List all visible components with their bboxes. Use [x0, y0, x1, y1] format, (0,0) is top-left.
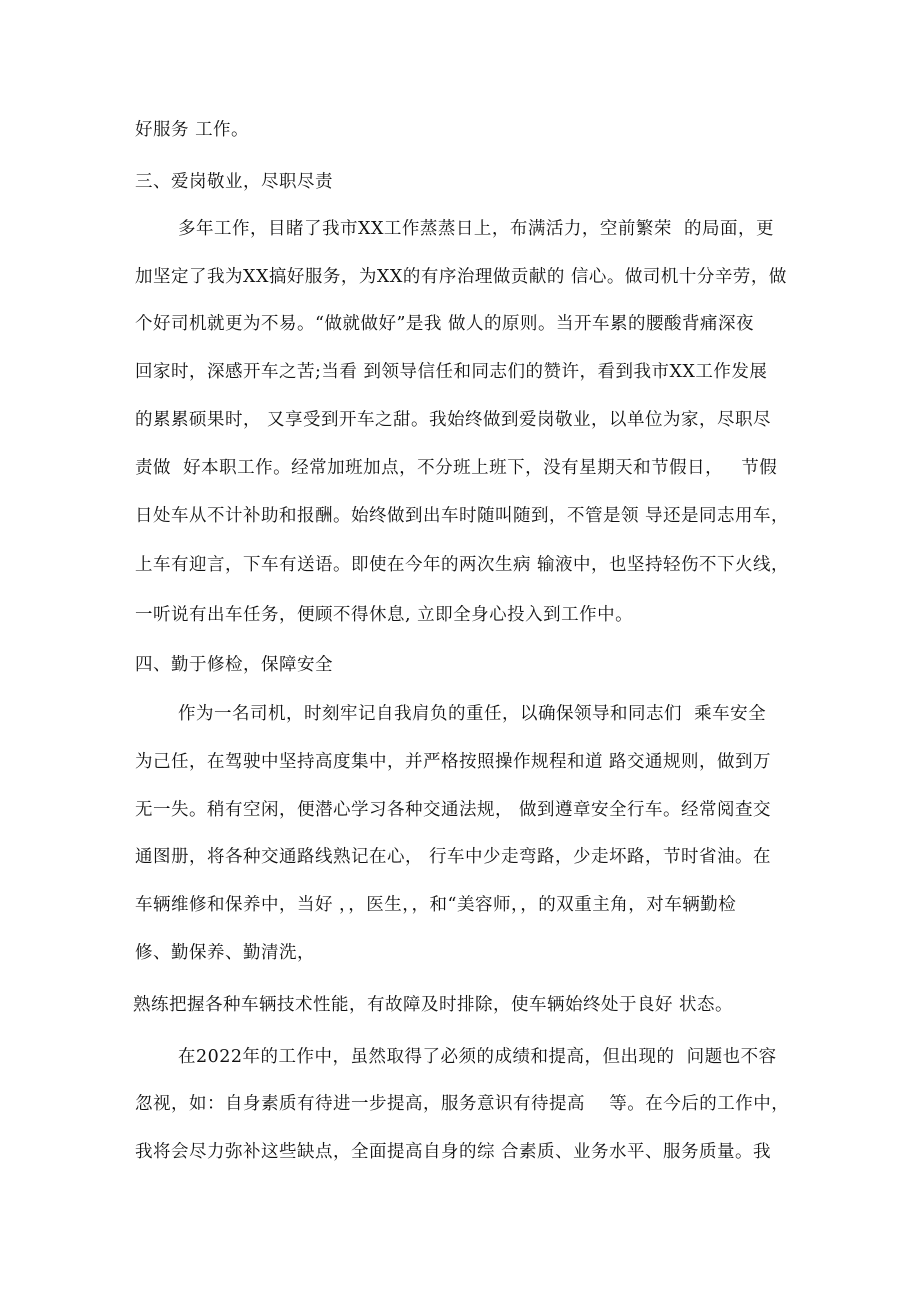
section-heading-4: 四、勤于修检，保障安全	[135, 655, 333, 675]
paragraph-line: 通图册，将各种交通路线熟记在心， 行车中少走弯路，少走坏路，节时省油。在	[135, 847, 772, 867]
paragraph-line: 忽视，如：自身素质有待进一步提高，服务意识有待提高 等。在今后的工作中，	[135, 1094, 790, 1114]
paragraph-line: 日处车从不计补助和报酬。始终做到出车时随叫随到，不管是领 导还是同志用车，	[135, 506, 790, 526]
paragraph-line: 多年工作，目睹了我市XX工作蒸蒸日上，布满活力，空前繁荣 的局面，更	[178, 219, 775, 239]
paragraph-line: 修、勤保养、勤清洗，	[135, 943, 315, 963]
section-heading-3: 三、爱岗敬业，尽职尽责	[135, 172, 333, 192]
paragraph-line: 回家时，深感开车之苦;当看 到领导信任和同志们的赞许，看到我市XX工作发展	[135, 362, 768, 382]
paragraph-line: 作为一名司机，时刻牢记自我肩负的重任，以确保领导和同志们 乘车安全	[178, 704, 767, 724]
paragraph-line: 熟练把握各种车辆技术性能，有故障及时排除，使车辆始终处于良好 状态。	[133, 995, 734, 1015]
paragraph-line: 责做 好本职工作。经常加班加点，不分班上班下，没有星期天和节假日， 节假	[135, 458, 778, 478]
paragraph-line: 为己任，在驾驶中坚持高度集中，并严格按照操作规程和道 路交通规则，做到万	[135, 752, 772, 772]
paragraph-line: 的累累硕果时， 又享受到开车之甜。我始终做到爱岗敬业，以单位为家，尽职尽	[135, 410, 772, 430]
paragraph-line: 加坚定了我为XX搞好服务，为XX的有序治理做贡献的 信心。做司机十分辛劳，做	[135, 267, 787, 287]
paragraph-line: 车辆维修和保养中，当好 ，，医生，，和“美容师，，的双重主角，对车辆勤检	[135, 895, 737, 915]
paragraph-line: 我将会尽力弥补这些缺点，全面提高自身的综 合素质、业务水平、服务质量。我	[135, 1142, 772, 1162]
paragraph-line: 个好司机就更为不易。“做就做好”是我 做人的原则。当开车累的腰酸背痛深夜	[135, 314, 754, 334]
paragraph-line: 上车有迎言，下车有送语。即使在今年的两次生病 输液中，也坚持轻伤不下火线，	[135, 555, 790, 575]
paragraph-line: 好服务 工作。	[135, 120, 250, 140]
paragraph-line: 一听说有出车任务，便顾不得休息, 立即全身心投入到工作中。	[135, 605, 634, 625]
paragraph-line: 无一失。稍有空闲，便潜心学习各种交通法规， 做到遵章安全行车。经常阅查交	[135, 800, 772, 820]
paragraph-line: 在2022年的工作中，虽然取得了必须的成绩和提高，但出现的 问题也不容	[178, 1047, 777, 1067]
